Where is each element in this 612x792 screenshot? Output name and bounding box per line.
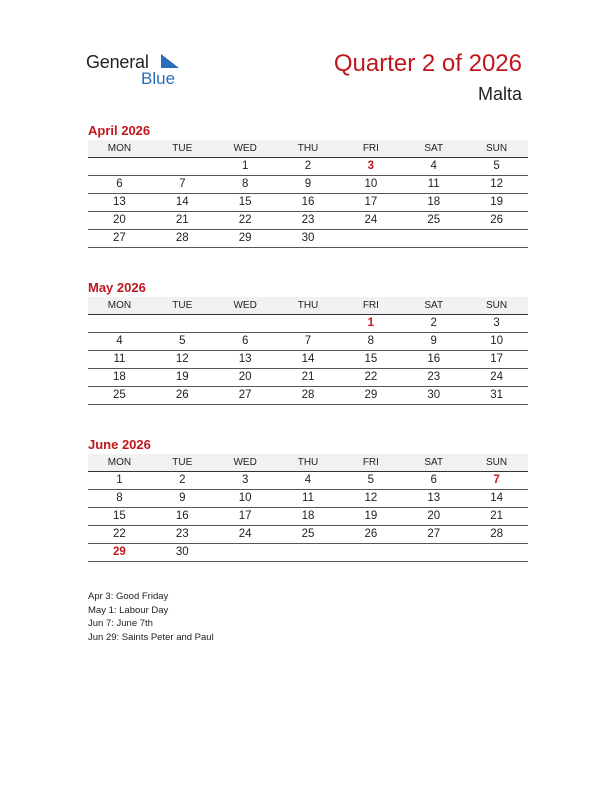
- day-cell: [402, 230, 465, 247]
- day-cell: [151, 158, 214, 175]
- day-cell: 13: [113, 196, 126, 208]
- holiday-note: Apr 3: Good Friday: [88, 591, 169, 602]
- day-cell: 9: [304, 178, 312, 190]
- day-cell: [339, 230, 402, 247]
- day-cell: 5: [179, 335, 186, 347]
- day-cell: 6: [116, 178, 123, 190]
- day-cell: 25: [427, 214, 441, 226]
- day-cell: 14: [175, 196, 189, 208]
- day-cell: 29: [364, 389, 378, 401]
- day-cell: 4: [304, 474, 312, 486]
- weekday-label: MON: [107, 300, 132, 311]
- day-cell: 23: [175, 528, 189, 540]
- day-cell: 24: [364, 214, 378, 226]
- day-cell: [88, 158, 151, 175]
- week-row: [88, 387, 528, 405]
- day-cell: 6: [241, 335, 249, 347]
- day-cell: 9: [430, 335, 437, 347]
- day-cell: 4: [116, 335, 123, 347]
- weekday-label: WED: [233, 300, 257, 311]
- day-cell: 27: [238, 389, 252, 401]
- weekday-label: THU: [297, 143, 319, 154]
- day-cell: 5: [493, 160, 500, 172]
- holiday-note: Jun 7: June 7th: [88, 618, 153, 629]
- day-cell: 17: [490, 353, 503, 365]
- day-cell: 8: [367, 335, 375, 347]
- day-cell: 15: [238, 196, 252, 208]
- day-cell: 13: [238, 353, 252, 365]
- holiday-notes: [88, 590, 214, 644]
- weekday-label: FRI: [362, 143, 379, 154]
- week-row: [88, 490, 528, 508]
- day-cell: 24: [238, 528, 252, 540]
- day-cell: 11: [113, 353, 126, 365]
- day-cell: 10: [490, 335, 503, 347]
- day-cell: 16: [427, 353, 441, 365]
- holiday-note: Jun 29: Saints Peter and Paul: [88, 631, 214, 643]
- weekday-label: TUE: [172, 457, 193, 468]
- day-cell: 2: [430, 317, 437, 329]
- day-cell: 19: [490, 196, 503, 208]
- day-cell: 27: [427, 528, 441, 540]
- weekday-label: MON: [107, 457, 132, 468]
- week-row: [88, 176, 528, 194]
- day-cell: 28: [490, 528, 503, 540]
- week-row: [88, 194, 528, 212]
- day-cell: 10: [238, 492, 252, 504]
- day-cell: 1: [367, 317, 375, 329]
- weekday-label: SUN: [486, 143, 508, 154]
- week-row: [88, 212, 528, 230]
- day-cell: 14: [490, 492, 503, 504]
- month-title: June 2026: [88, 437, 151, 452]
- week-row: [88, 526, 528, 544]
- weekday-label: SAT: [424, 300, 444, 311]
- day-cell: 22: [113, 528, 126, 540]
- day-cell: 23: [301, 214, 315, 226]
- weekday-label: SAT: [424, 457, 444, 468]
- weekday-label: SAT: [424, 143, 444, 154]
- day-cell: 2: [304, 160, 312, 172]
- day-cell: 8: [241, 178, 249, 190]
- holiday-note: May 1: Labour Day: [88, 604, 169, 616]
- day-cell: 5: [367, 474, 375, 486]
- weekday-label: FRI: [362, 457, 379, 468]
- day-cell: 4: [430, 160, 437, 172]
- week-row: [88, 158, 528, 176]
- day-cell: 23: [427, 371, 441, 383]
- day-cell: 13: [427, 492, 441, 504]
- week-row: [88, 315, 528, 333]
- day-cell: 10: [364, 178, 378, 190]
- day-cell: 21: [301, 371, 315, 383]
- day-cell: 12: [175, 353, 189, 365]
- weekday-header: [88, 454, 528, 472]
- day-cell: 3: [493, 317, 500, 329]
- day-cell: [277, 544, 340, 561]
- month-title: April 2026: [88, 123, 151, 138]
- weekday-label: TUE: [172, 143, 193, 154]
- week-row: [88, 230, 528, 248]
- weekday-header: [88, 140, 528, 158]
- day-cell: 7: [304, 335, 312, 347]
- month-title: May 2026: [88, 280, 146, 295]
- day-cell: 9: [179, 492, 186, 504]
- week-row: [88, 351, 528, 369]
- day-cell: 15: [364, 353, 378, 365]
- weekday-label: WED: [233, 143, 257, 154]
- day-cell: 19: [175, 371, 189, 383]
- week-row: [88, 508, 528, 526]
- day-cell: 7: [179, 178, 186, 190]
- day-cell: 22: [238, 214, 252, 226]
- day-cell: 28: [301, 389, 315, 401]
- page-title: Quarter 2 of 2026: [333, 50, 522, 77]
- weekday-label: SUN: [486, 457, 508, 468]
- day-cell: 1: [116, 474, 123, 486]
- day-cell: 11: [302, 492, 314, 504]
- day-cell: [465, 544, 528, 561]
- day-cell: 1: [241, 160, 249, 172]
- generalblue-logo: [86, 52, 196, 92]
- day-cell: 19: [364, 510, 378, 522]
- day-cell: 21: [175, 214, 189, 226]
- day-cell: 30: [301, 232, 315, 244]
- day-cell: 17: [238, 510, 252, 522]
- day-cell: 8: [116, 492, 123, 504]
- day-cell: 3: [241, 474, 249, 486]
- day-cell: 20: [113, 214, 126, 226]
- day-cell: 14: [301, 353, 315, 365]
- day-cell: 22: [364, 371, 378, 383]
- day-cell: [402, 544, 465, 561]
- day-cell: 17: [364, 196, 378, 208]
- day-cell: 12: [490, 178, 503, 190]
- day-cell: 12: [364, 492, 378, 504]
- logo-blue-text: Blue: [141, 69, 176, 88]
- weekday-label: TUE: [172, 300, 193, 311]
- day-cell: 7: [493, 474, 500, 486]
- day-cell: 20: [238, 371, 252, 383]
- logo-triangle-icon: [159, 54, 179, 70]
- month-calendar: [88, 279, 528, 405]
- day-cell: 26: [490, 214, 503, 226]
- day-cell: [465, 230, 528, 247]
- day-cell: 3: [367, 160, 375, 172]
- month-calendar: [88, 436, 528, 562]
- day-cell: 6: [430, 474, 437, 486]
- day-cell: [339, 544, 402, 561]
- logo-general-text: General: [86, 52, 149, 72]
- day-cell: 18: [113, 371, 126, 383]
- day-cell: 24: [490, 371, 503, 383]
- day-cell: 25: [301, 528, 315, 540]
- day-cell: [277, 315, 340, 332]
- day-cell: [214, 544, 277, 561]
- day-cell: [151, 315, 214, 332]
- weekday-label: FRI: [362, 300, 379, 311]
- day-cell: 25: [113, 389, 126, 401]
- country-name: Malta: [477, 84, 522, 104]
- week-row: [88, 369, 528, 387]
- day-cell: 29: [113, 546, 126, 558]
- week-row: [88, 333, 528, 351]
- day-cell: 21: [490, 510, 503, 522]
- day-cell: 28: [175, 232, 189, 244]
- day-cell: 18: [301, 510, 315, 522]
- day-cell: 16: [301, 196, 315, 208]
- weekday-label: MON: [107, 143, 132, 154]
- day-cell: 26: [364, 528, 378, 540]
- day-cell: 15: [113, 510, 126, 522]
- weekday-header: [88, 297, 528, 315]
- month-calendar: [88, 122, 528, 248]
- weekday-label: THU: [297, 457, 319, 468]
- day-cell: 29: [238, 232, 252, 244]
- weekday-label: SUN: [486, 300, 508, 311]
- day-cell: 20: [427, 510, 441, 522]
- day-cell: 11: [427, 178, 440, 190]
- day-cell: 30: [175, 546, 189, 558]
- day-cell: 18: [427, 196, 441, 208]
- day-cell: [214, 315, 277, 332]
- weekday-label: THU: [297, 300, 319, 311]
- weekday-label: WED: [233, 457, 257, 468]
- day-cell: 16: [175, 510, 189, 522]
- day-cell: 31: [490, 389, 503, 401]
- day-cell: 2: [179, 474, 186, 486]
- day-cell: 30: [427, 389, 441, 401]
- day-cell: 27: [113, 232, 126, 244]
- week-row: [88, 472, 528, 490]
- week-row: [88, 544, 528, 562]
- day-cell: 26: [175, 389, 189, 401]
- day-cell: [88, 315, 151, 332]
